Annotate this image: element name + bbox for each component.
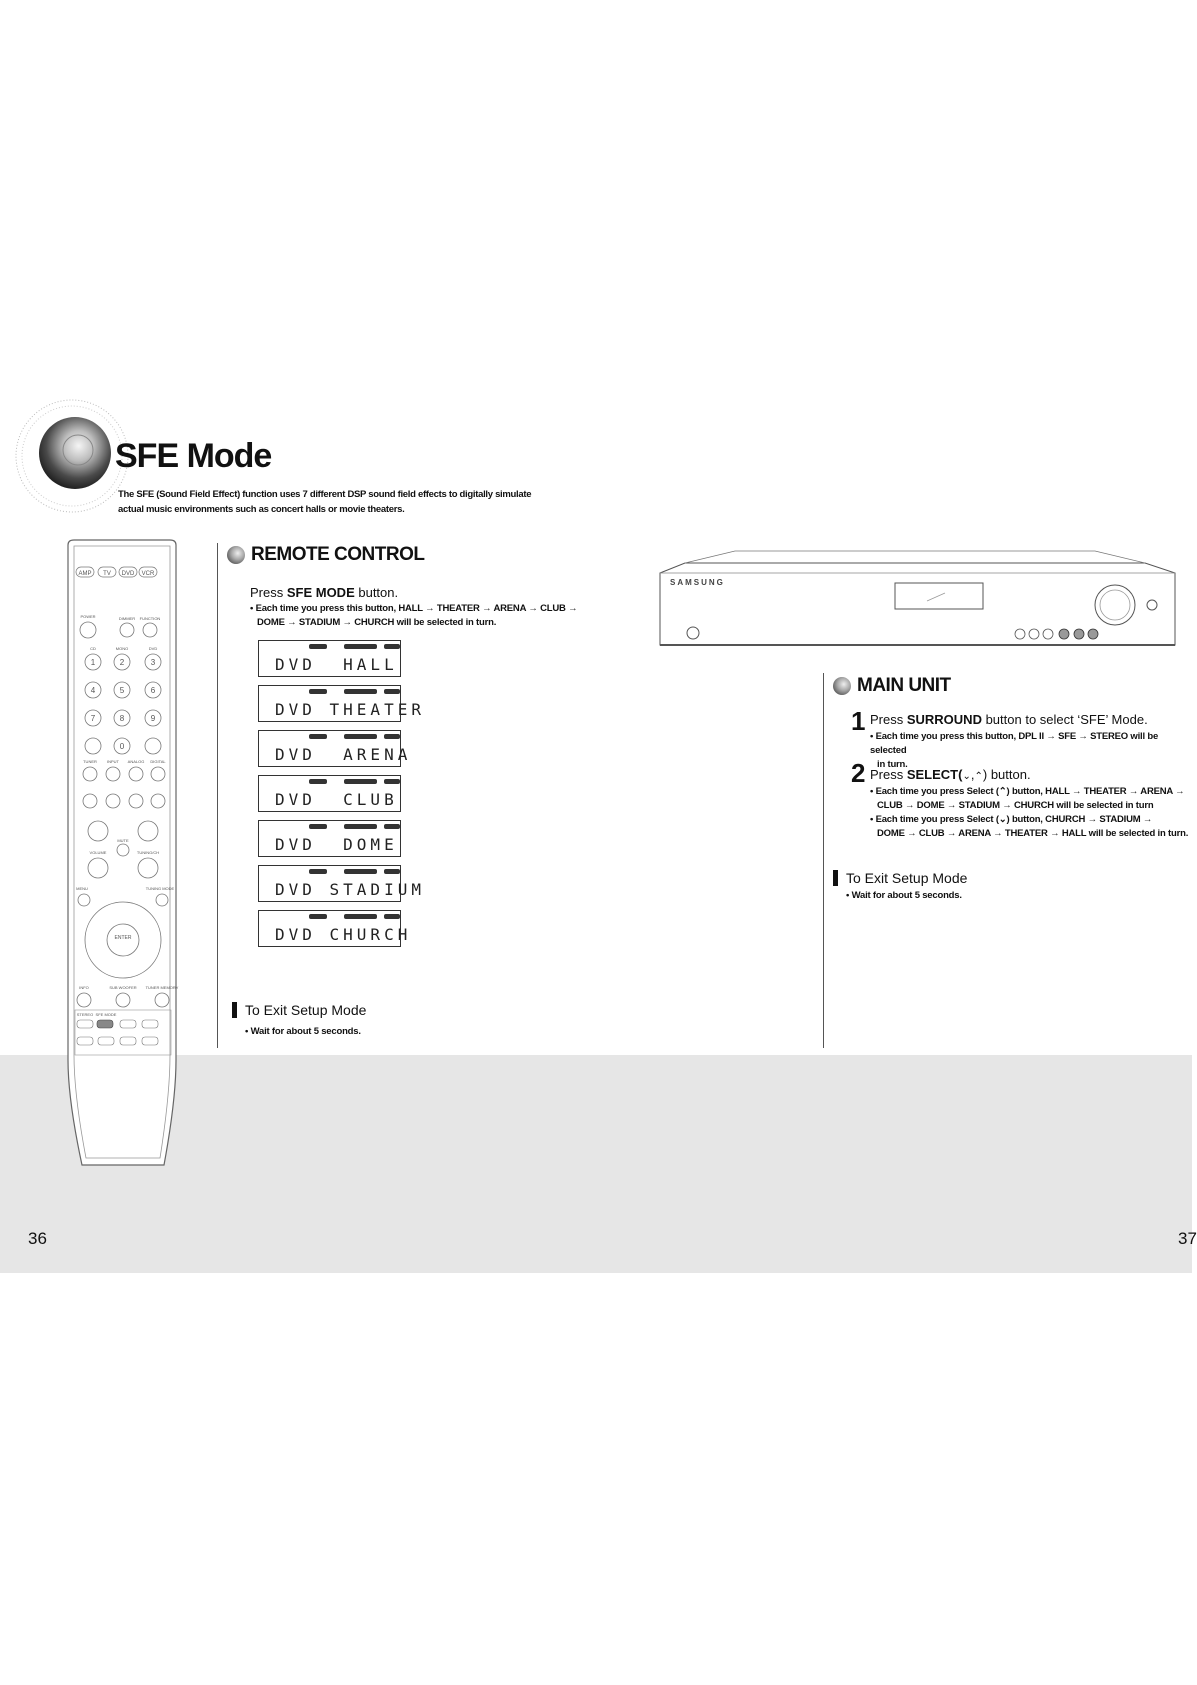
remote-label: DIGITAL: [150, 759, 166, 764]
remote-label: FUNCTION: [139, 616, 161, 621]
digit-label: 3: [150, 658, 156, 667]
remote-button: [120, 1020, 136, 1028]
lcd-display: [258, 910, 412, 947]
lcd-text: DVD CHURCH: [275, 925, 412, 944]
remote-label: INFO: [79, 985, 89, 990]
remote-label: MUTE: [117, 838, 129, 843]
mode-button-label: DVD: [121, 571, 135, 577]
digit-label: 9: [150, 714, 156, 723]
sfe-mode-button: [97, 1020, 113, 1028]
remote-label: TUNER MEMORY: [145, 985, 179, 990]
page-number-right: 37: [1178, 1229, 1197, 1248]
source-button: [129, 767, 143, 781]
menu-button: [78, 894, 90, 906]
remote-label: TUNING/CH: [136, 850, 160, 855]
surround-button-name: SURROUND: [906, 712, 982, 727]
lcd-indicator: [344, 824, 377, 829]
source-button: [106, 767, 120, 781]
mode-button-label: TV: [103, 571, 111, 577]
remote-button: [77, 993, 91, 1007]
mode-button-label: AMP: [78, 571, 92, 577]
tuning-mode-button: [156, 894, 168, 906]
source-button: [83, 767, 97, 781]
remote-button: [142, 1037, 158, 1045]
speaker-icon: [15, 393, 130, 523]
remote-control-illustration: [60, 540, 185, 1175]
lcd-indicator: [309, 644, 327, 649]
remote-button: [145, 738, 161, 754]
lcd-indicator: [309, 914, 327, 919]
lcd-indicator: [384, 734, 400, 739]
remote-exit-heading-text: To Exit Setup Mode: [245, 1002, 367, 1018]
lcd-display: [258, 865, 425, 902]
lcd-indicator: [344, 689, 377, 694]
bullet-line: DOME → CLUB → ARENA → THEATER → HALL will be selected in turn.: [877, 828, 1189, 839]
remote-label: SFE MODE: [95, 1012, 117, 1017]
remote-button: [155, 993, 169, 1007]
remote-bullet: [250, 602, 577, 630]
remote-label: POWER: [80, 614, 96, 619]
step2-instruction: Press SELECT(⌄,⌃) button.: [870, 767, 1031, 782]
mute-button: [117, 844, 129, 856]
sfe-mode-button-name: SFE MODE: [286, 585, 355, 600]
remote-label: VOLUME: [89, 850, 107, 855]
bullet-line: • Each time you press this button, DPL II → SFE → STEREO will be selected: [870, 731, 1159, 756]
bullet-ball-icon: [833, 677, 851, 695]
press-suffix: ) button.: [982, 767, 1031, 782]
bullet-ball-icon: [227, 546, 245, 564]
lcd-indicator: [309, 779, 327, 784]
digit-label: 2: [119, 658, 125, 667]
digit-label: 1: [90, 658, 96, 667]
main-exit-heading-text: To Exit Setup Mode: [846, 870, 968, 886]
bullet-line: • Each time you press Select (⌃) button, HALL → THEATER → ARENA →: [870, 786, 1185, 797]
main-unit-illustration: [655, 545, 1175, 655]
function-button: [143, 623, 157, 637]
volume-down-button: [88, 858, 108, 878]
lcd-indicator: [384, 689, 400, 694]
remote-button: [120, 1037, 136, 1045]
bullet-line: in turn.: [877, 759, 908, 770]
lcd-indicator: [344, 869, 377, 874]
digit-label: 7: [90, 714, 96, 723]
remote-label: DIMMER: [118, 616, 136, 621]
lcd-display: [258, 820, 401, 857]
tuning-down-button: [138, 858, 158, 878]
tuning-up-button: [138, 821, 158, 841]
press-prefix: Press: [870, 767, 907, 782]
transport-button: [83, 794, 97, 808]
remote-button: [85, 738, 101, 754]
remote-exit-heading: [232, 1002, 366, 1018]
remote-exit-bullet: • Wait for about 5 seconds.: [245, 1026, 361, 1037]
lcd-indicator: [384, 914, 400, 919]
remote-label: ANALOG: [127, 759, 145, 764]
lcd-display: [258, 730, 412, 767]
lcd-text: DVD HALL: [275, 655, 398, 674]
lcd-indicator: [384, 644, 400, 649]
transport-button: [151, 794, 165, 808]
step2-bullets: [870, 785, 1190, 841]
remote-label: MENU: [76, 886, 88, 891]
press-suffix: button to select ‘SFE’ Mode.: [981, 712, 1148, 727]
remote-button: [98, 1037, 114, 1045]
enter-label: ENTER: [114, 935, 132, 941]
lcd-indicator: [309, 824, 327, 829]
step-number-1: 1: [851, 706, 866, 736]
transport-button: [129, 794, 143, 808]
press-prefix: Press: [870, 712, 907, 727]
press-prefix: Press: [250, 585, 287, 600]
divider: [823, 673, 824, 1048]
lcd-indicator: [344, 779, 377, 784]
volume-up-button: [88, 821, 108, 841]
intro-line: The SFE (Sound Field Effect) function uses 7 different DSP sound field effects to digitally simulate: [118, 489, 532, 500]
chevron-down-icon: ⌄: [962, 771, 971, 782]
remote-label: TUNER: [83, 759, 97, 764]
remote-label: MONO: [115, 646, 129, 651]
remote-button: [77, 1020, 93, 1028]
heading-bar: [833, 870, 838, 886]
remote-label: CD: [90, 646, 96, 651]
lcd-indicator: [384, 779, 400, 784]
bullet-line: DOME → STADIUM → CHURCH will be selected in turn.: [257, 617, 497, 628]
lcd-display: [258, 640, 401, 677]
remote-label: INPUT: [107, 759, 119, 764]
divider: [217, 543, 218, 1048]
lcd-indicator: [344, 644, 377, 649]
lcd-text: DVD ARENA: [275, 745, 412, 764]
press-suffix: button.: [354, 585, 399, 600]
digit-label: 8: [119, 714, 125, 723]
main-unit-heading: [833, 675, 951, 697]
lcd-text: DVD DOME: [275, 835, 398, 854]
lcd-indicator: [384, 824, 400, 829]
lcd-display: [258, 685, 425, 722]
source-button: [151, 767, 165, 781]
main-exit-bullet: • Wait for about 5 seconds.: [846, 890, 962, 901]
intro-line: actual music environments such as concert halls or movie theaters.: [118, 504, 405, 515]
digit-label: 6: [150, 686, 156, 695]
lcd-text: DVD THEATER: [275, 700, 425, 719]
remote-press-instruction: [250, 585, 398, 600]
intro-text: [118, 487, 548, 517]
lcd-indicator: [384, 869, 400, 874]
lcd-indicator: [344, 734, 377, 739]
bullet-line: • Each time you press Select (⌄) button, CHURCH → STADIUM →: [870, 814, 1153, 825]
remote-button: [77, 1037, 93, 1045]
remote-control-heading: [227, 544, 425, 566]
lcd-text: DVD CLUB: [275, 790, 398, 809]
select-button-name: SELECT(: [906, 767, 963, 782]
lcd-display: [258, 775, 401, 812]
main-exit-heading: [833, 870, 967, 886]
remote-control-heading-text: REMOTE CONTROL: [251, 544, 425, 565]
page-number-left: 36: [28, 1229, 47, 1248]
bullet-line: CLUB → DOME → STADIUM → CHURCH will be selected in turn: [877, 800, 1154, 811]
main-unit-heading-text: MAIN UNIT: [857, 675, 951, 696]
lcd-indicator: [309, 689, 327, 694]
lcd-indicator: [344, 914, 377, 919]
lcd-text: DVD STADIUM: [275, 880, 425, 899]
step1-instruction: [870, 712, 1148, 727]
step1-bullet: [870, 730, 1190, 772]
remote-label: DVD: [148, 646, 158, 651]
digit-label: 4: [90, 686, 96, 695]
bullet-line: • Each time you press this button, HALL → THEATER → ARENA → CLUB →: [250, 603, 578, 614]
step-number-2: 2: [851, 758, 866, 788]
lcd-indicator: [309, 869, 327, 874]
page-title: SFE Mode: [115, 437, 272, 475]
remote-button: [116, 993, 130, 1007]
mode-button-label: VCR: [141, 571, 155, 577]
chevron-up-icon: ⌃: [974, 771, 983, 782]
dimmer-button: [120, 623, 134, 637]
digit-label: 5: [119, 686, 125, 695]
digit-label: 0: [119, 742, 125, 751]
transport-button: [106, 794, 120, 808]
brand-logo: SAMSUNG: [670, 578, 725, 587]
remote-button: [142, 1020, 158, 1028]
heading-bar: [232, 1002, 237, 1018]
remote-label: TUNING MODE: [145, 886, 175, 891]
remote-label: SUB WOOFER: [109, 985, 137, 990]
remote-label: STEREO: [76, 1012, 94, 1017]
power-button: [80, 622, 96, 638]
lcd-indicator: [309, 734, 327, 739]
